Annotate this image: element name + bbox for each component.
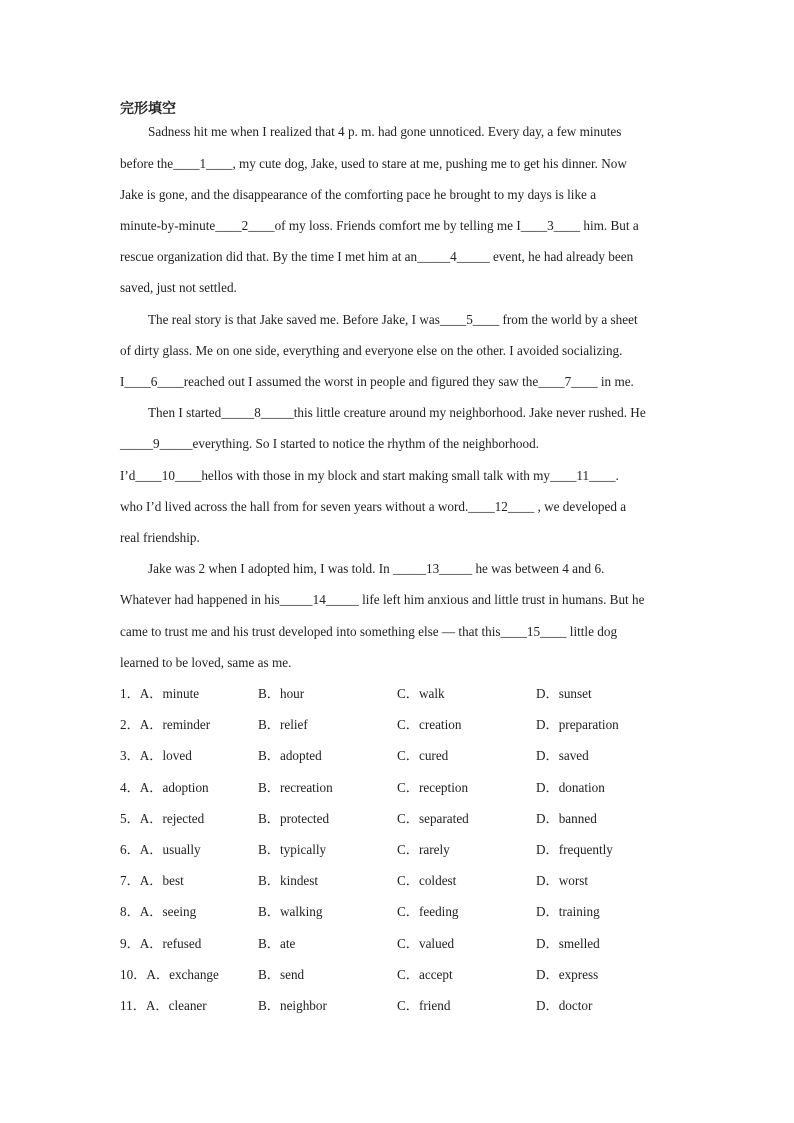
option-d: D．donation bbox=[536, 780, 605, 795]
option-b: B．kindest bbox=[258, 873, 319, 888]
blank-5: ____5____ bbox=[439, 312, 500, 327]
option-c: C．cured bbox=[397, 748, 449, 763]
blank-6: ____6____ bbox=[124, 374, 184, 389]
option-d: D．preparation bbox=[536, 717, 619, 732]
option-a: 6．A．usually bbox=[120, 842, 201, 857]
option-d: D．training bbox=[536, 904, 600, 919]
passage-line: Jake was 2 when I adopted him, I was told. In _____13_____ he was between 4 and 6. bbox=[148, 561, 605, 576]
option-b: B．send bbox=[258, 967, 305, 982]
option-c: C．feeding bbox=[397, 904, 459, 919]
option-d: D．doctor bbox=[536, 998, 593, 1013]
blank-15: ____15____ bbox=[500, 624, 567, 639]
passage-line: I____6____reached out I assumed the worst in people and figured they saw the____7____ in me. bbox=[120, 374, 634, 389]
option-c: C．friend bbox=[397, 998, 451, 1013]
option-c: C．separated bbox=[397, 811, 469, 826]
option-b: B．protected bbox=[258, 811, 330, 826]
option-a: 4．A．adoption bbox=[120, 780, 209, 795]
passage-line: before the____1____, my cute dog, Jake, used to stare at me, pushing me to get his dinner. Now bbox=[120, 156, 627, 171]
option-b: B．relief bbox=[258, 717, 308, 732]
passage-line: learned to be loved, same as me. bbox=[120, 655, 292, 670]
blank-10: ____10____ bbox=[135, 468, 202, 483]
option-c: C．reception bbox=[397, 780, 469, 795]
option-b: B．hour bbox=[258, 686, 305, 701]
passage-line: Whatever had happened in his_____14_____ life left him anxious and little trust in humans. But he bbox=[120, 592, 645, 607]
blank-7: ____7____ bbox=[538, 374, 598, 389]
passage-line: _____9_____everything. So I started to notice the rhythm of the neighborhood. bbox=[120, 436, 539, 451]
option-b: B．walking bbox=[258, 904, 323, 919]
option-d: D．worst bbox=[536, 873, 589, 888]
blank-3: ____3____ bbox=[520, 218, 581, 233]
option-a: 7．A．best bbox=[120, 873, 184, 888]
passage-line: rescue organization did that. By the time I met him at an_____4_____ event, he had already been bbox=[120, 249, 634, 264]
blank-4: _____4_____ bbox=[417, 249, 490, 264]
blank-11: ____11____ bbox=[550, 468, 616, 483]
option-a: 9．A．refused bbox=[120, 936, 202, 951]
option-b: B．recreation bbox=[258, 780, 333, 795]
passage-line: I’d____10____hellos with those in my block and start making small talk with my____11____. bbox=[120, 468, 619, 483]
passage-line: came to trust me and his trust developed into something else — that this____15____ little dog bbox=[120, 624, 618, 639]
passage-line: real friendship. bbox=[120, 530, 200, 545]
option-d: D．sunset bbox=[536, 686, 592, 701]
option-a: 5．A．rejected bbox=[120, 811, 205, 826]
option-b: B．typically bbox=[258, 842, 327, 857]
option-a: 8．A．seeing bbox=[120, 904, 197, 919]
option-c: C．creation bbox=[397, 717, 462, 732]
passage-line: saved, just not settled. bbox=[120, 280, 237, 295]
option-b: B．neighbor bbox=[258, 998, 327, 1013]
option-d: D．frequently bbox=[536, 842, 613, 857]
section-heading: 完形填空 bbox=[120, 101, 176, 117]
option-d: D．express bbox=[536, 967, 599, 982]
option-a: 1．A．minute bbox=[120, 686, 200, 701]
passage-line: who I’d lived across the hall from for seven years without a word.____12____ , we developed a bbox=[120, 499, 627, 514]
option-c: C．walk bbox=[397, 686, 445, 701]
option-a: 11．A．cleaner bbox=[120, 998, 207, 1013]
blank-9: _____9_____ bbox=[120, 436, 193, 451]
option-c: C．coldest bbox=[397, 873, 457, 888]
passage-line: Then I started_____8_____this little creature around my neighborhood. Jake never rushed. He bbox=[148, 405, 646, 420]
option-d: D．smelled bbox=[536, 936, 600, 951]
option-a: 2．A．reminder bbox=[120, 717, 211, 732]
option-d: D．saved bbox=[536, 748, 589, 763]
option-c: C．accept bbox=[397, 967, 453, 982]
option-a: 3．A．loved bbox=[120, 748, 192, 763]
passage-line: minute-by-minute____2____of my loss. Friends comfort me by telling me I____3____ him. But a bbox=[120, 218, 639, 233]
blank-8: _____8_____ bbox=[221, 405, 294, 420]
blank-13: _____13_____ bbox=[393, 561, 473, 576]
passage-line: Jake is gone, and the disappearance of the comforting pace he brought to my days is like a bbox=[120, 187, 597, 202]
option-b: B．adopted bbox=[258, 748, 322, 763]
option-c: C．valued bbox=[397, 936, 455, 951]
blank-14: _____14_____ bbox=[279, 592, 359, 607]
option-b: B．ate bbox=[258, 936, 296, 951]
blank-1: ____1____ bbox=[173, 156, 233, 171]
passage-line: of dirty glass. Me on one side, everything and everyone else on the other. I avoided socializing. bbox=[120, 343, 623, 358]
blank-12: ____12____ bbox=[468, 499, 535, 514]
blank-2: ____2____ bbox=[215, 218, 275, 233]
passage-line: Sadness hit me when I realized that 4 p. m. had gone unnoticed. Every day, a few minutes bbox=[148, 124, 622, 139]
option-a: 10．A．exchange bbox=[120, 967, 219, 982]
option-c: C．rarely bbox=[397, 842, 450, 857]
option-d: D．banned bbox=[536, 811, 597, 826]
passage-line: The real story is that Jake saved me. Before Jake, I was____5____ from the world by a sheet bbox=[148, 312, 638, 327]
